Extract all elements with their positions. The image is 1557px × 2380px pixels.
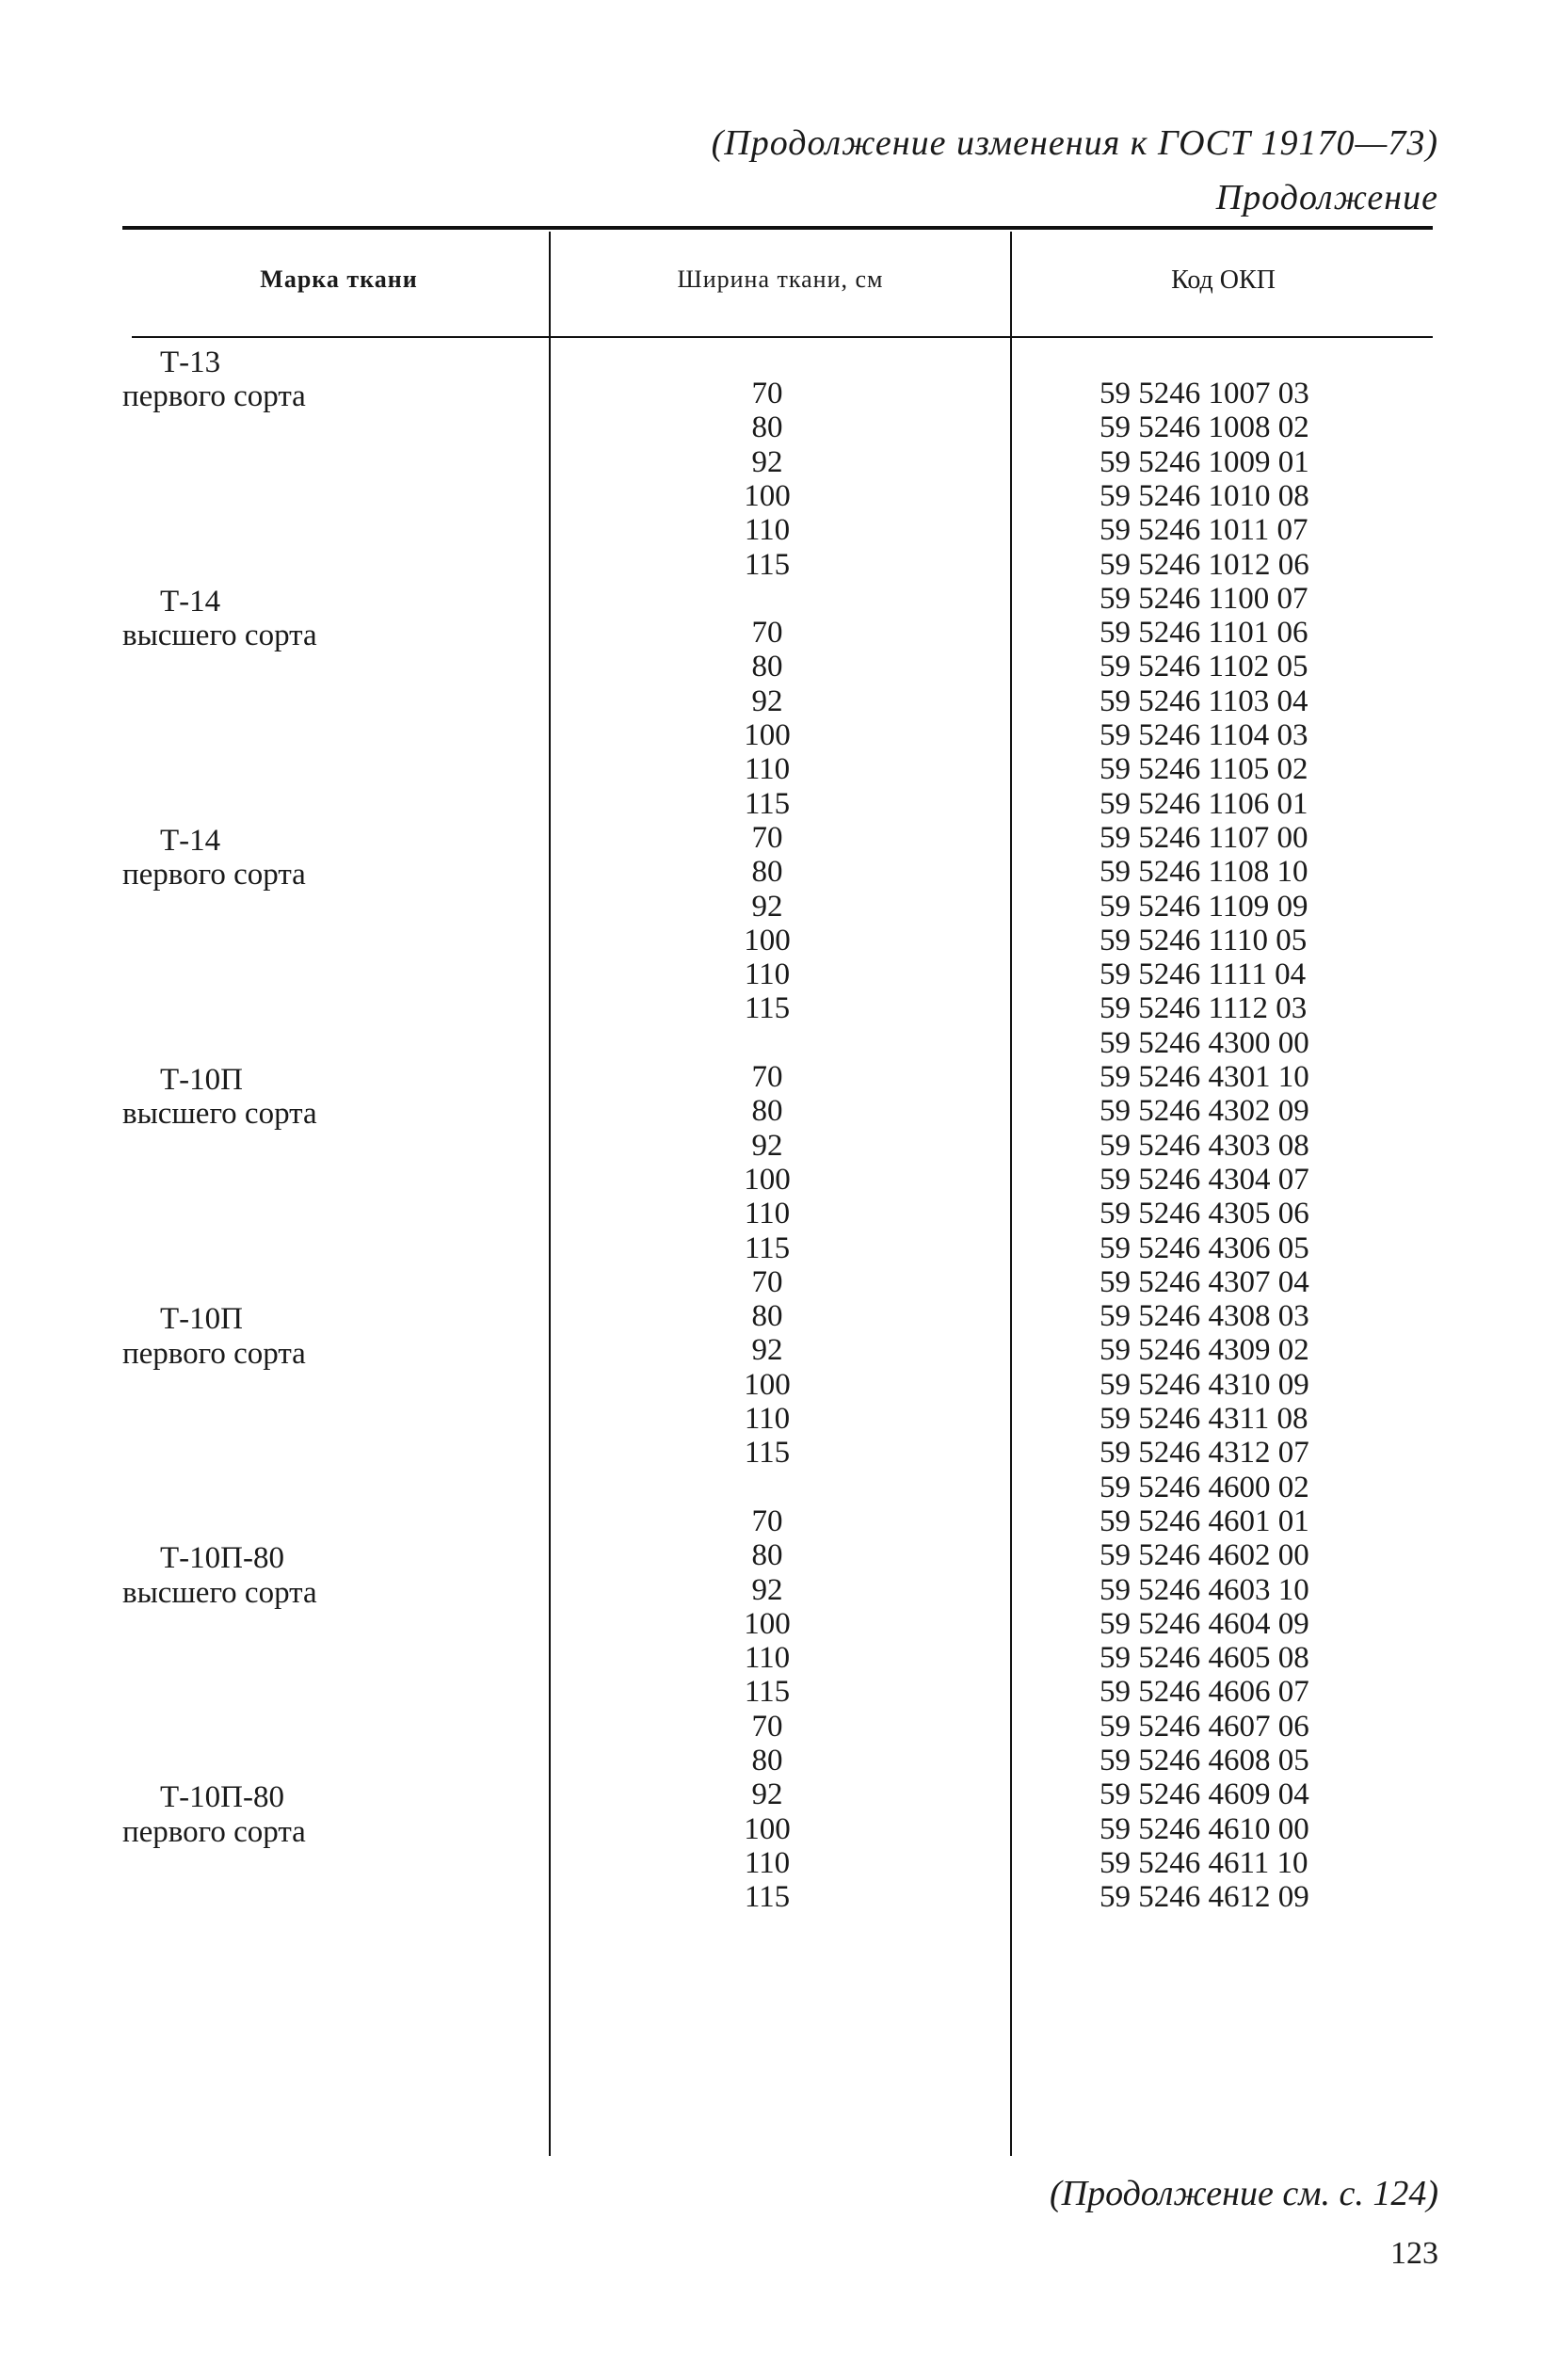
- okp-code: 59 5246 1107 00: [1100, 820, 1308, 855]
- column-divider-2: [1010, 232, 1012, 2156]
- okp-code: 59 5246 4309 02: [1100, 1333, 1309, 1368]
- okp-code: 59 5246 4603 10: [1100, 1572, 1309, 1607]
- width-value: 100: [744, 718, 791, 752]
- width-value: 110: [744, 1641, 791, 1676]
- width-value: 80: [751, 410, 783, 445]
- width-value: 100: [744, 478, 791, 513]
- width-value: 70: [751, 1709, 783, 1744]
- grade-name: Т-14: [160, 824, 221, 859]
- continuation-note: (Продолжение см. с. 124): [1049, 2174, 1438, 2213]
- grade-name: Т-10П-80: [160, 1541, 284, 1576]
- grade-quality: высшего сорта: [122, 1097, 317, 1132]
- okp-code: 59 5246 4301 10: [1100, 1060, 1309, 1094]
- grade-name: Т-10П: [160, 1302, 243, 1337]
- okp-code: 59 5246 4306 05: [1100, 1230, 1309, 1265]
- width-value: 110: [744, 1845, 791, 1880]
- okp-code: 59 5246 4601 01: [1100, 1504, 1309, 1538]
- okp-code: 59 5246 4607 06: [1100, 1709, 1309, 1744]
- width-value: 92: [751, 444, 783, 479]
- width-value: 92: [751, 1333, 783, 1368]
- okp-code: 59 5246 1011 07: [1100, 513, 1308, 548]
- width-value: 70: [751, 1504, 783, 1538]
- okp-code: 59 5246 1104 03: [1100, 718, 1308, 752]
- okp-code: 59 5246 1109 09: [1100, 889, 1308, 924]
- width-value: 80: [751, 1744, 783, 1777]
- grade-quality: первого сорта: [122, 379, 306, 414]
- grade-name: Т-14: [160, 584, 221, 619]
- grade-quality: первого сорта: [122, 1336, 306, 1371]
- column-divider-1: [549, 232, 551, 2156]
- width-value: 70: [751, 1264, 783, 1299]
- okp-code: 59 5246 4300 00: [1100, 1025, 1309, 1060]
- grade-quality: первого сорта: [122, 858, 306, 892]
- okp-code: 59 5246 1100 07: [1100, 581, 1308, 616]
- width-value: 80: [751, 1299, 783, 1334]
- okp-code: 59 5246 1010 08: [1100, 478, 1309, 513]
- width-value: 80: [751, 650, 783, 684]
- width-value: 80: [751, 1094, 783, 1129]
- continuation-label: Продолжение: [1215, 178, 1438, 217]
- okp-code: 59 5246 4310 09: [1100, 1367, 1309, 1402]
- okp-code: 59 5246 1112 03: [1100, 991, 1308, 1026]
- width-value: 80: [751, 1538, 783, 1573]
- okp-code: 59 5246 4604 09: [1100, 1606, 1309, 1641]
- grade-quality: первого сорта: [122, 1814, 306, 1849]
- width-value: 70: [751, 820, 783, 855]
- width-value: 92: [751, 889, 783, 924]
- width-value: 100: [744, 1606, 791, 1641]
- grade-name: Т-10П: [160, 1063, 243, 1098]
- width-value: 110: [744, 957, 791, 992]
- okp-code: 59 5246 1108 10: [1100, 855, 1308, 890]
- okp-code: 59 5246 4612 09: [1100, 1880, 1309, 1915]
- okp-code: 59 5246 4312 07: [1100, 1436, 1309, 1471]
- width-value: 110: [744, 752, 791, 787]
- okp-code: 59 5246 1102 05: [1100, 650, 1308, 684]
- okp-code: 59 5246 4307 04: [1100, 1264, 1309, 1299]
- okp-code: 59 5246 4605 08: [1100, 1641, 1309, 1676]
- okp-code: 59 5246 1105 02: [1100, 752, 1308, 787]
- width-value: 92: [751, 1777, 783, 1812]
- width-value: 110: [744, 513, 791, 548]
- okp-code: 59 5246 4303 08: [1100, 1128, 1309, 1163]
- column-header-width: Ширина ткани, см: [677, 265, 884, 293]
- grade-name: Т-13: [160, 345, 221, 379]
- okp-code: 59 5246 1007 03: [1100, 377, 1309, 410]
- width-value: 92: [751, 1128, 783, 1163]
- okp-code: 59 5246 4302 09: [1100, 1094, 1309, 1129]
- width-value: 92: [751, 1572, 783, 1607]
- okp-code: 59 5246 4311 08: [1100, 1402, 1308, 1436]
- okp-code: 59 5246 1110 05: [1100, 923, 1308, 957]
- width-value: 70: [751, 1060, 783, 1094]
- okp-code: 59 5246 4602 00: [1100, 1538, 1309, 1573]
- okp-code: 59 5246 1106 01: [1100, 786, 1308, 821]
- width-value: 100: [744, 923, 791, 957]
- okp-code: 59 5246 1009 01: [1100, 444, 1309, 479]
- column-header-code: Код ОКП: [1171, 265, 1276, 295]
- width-value: 100: [744, 1367, 791, 1402]
- okp-code: 59 5246 4609 04: [1100, 1777, 1309, 1812]
- okp-code: 59 5246 4304 07: [1100, 1162, 1309, 1197]
- continuation-header: (Продолжение изменения к ГОСТ 19170—73): [711, 123, 1438, 163]
- okp-code: 59 5246 4610 00: [1100, 1811, 1309, 1846]
- width-value: 110: [744, 1402, 791, 1436]
- width-value: 115: [744, 991, 791, 1026]
- okp-code: 59 5246 4600 02: [1100, 1470, 1309, 1504]
- okp-code: 59 5246 1012 06: [1100, 547, 1309, 582]
- width-value: 110: [744, 1197, 791, 1231]
- width-value: 80: [751, 855, 783, 890]
- width-value: 100: [744, 1162, 791, 1197]
- width-value: 115: [744, 1436, 791, 1471]
- okp-code: 59 5246 4606 07: [1100, 1675, 1309, 1710]
- width-value: 115: [744, 1230, 791, 1265]
- table-top-rule: [122, 226, 1433, 230]
- okp-code: 59 5246 4308 03: [1100, 1299, 1309, 1334]
- page-number: 123: [1390, 2236, 1438, 2271]
- grade-quality: высшего сорта: [122, 1575, 317, 1610]
- okp-code: 59 5246 1101 06: [1100, 616, 1308, 651]
- width-value: 115: [744, 547, 791, 582]
- grade-name: Т-10П-80: [160, 1780, 284, 1815]
- okp-code: 59 5246 1008 02: [1100, 410, 1309, 445]
- okp-code: 59 5246 4611 10: [1100, 1845, 1308, 1880]
- okp-code: 59 5246 1103 04: [1100, 683, 1308, 718]
- grade-quality: высшего сорта: [122, 619, 317, 653]
- width-value: 115: [744, 1880, 791, 1915]
- okp-code: 59 5246 1111 04: [1100, 957, 1307, 992]
- okp-code: 59 5246 4305 06: [1100, 1197, 1309, 1231]
- width-value: 115: [744, 1675, 791, 1710]
- width-value: 100: [744, 1811, 791, 1846]
- column-header-grade: Марка ткани: [260, 265, 418, 293]
- width-value: 92: [751, 683, 783, 718]
- width-value: 115: [744, 786, 791, 821]
- width-value: 70: [751, 377, 783, 410]
- width-value: 70: [751, 616, 783, 651]
- table-header-rule: [132, 336, 1433, 338]
- okp-code: 59 5246 4608 05: [1100, 1744, 1309, 1777]
